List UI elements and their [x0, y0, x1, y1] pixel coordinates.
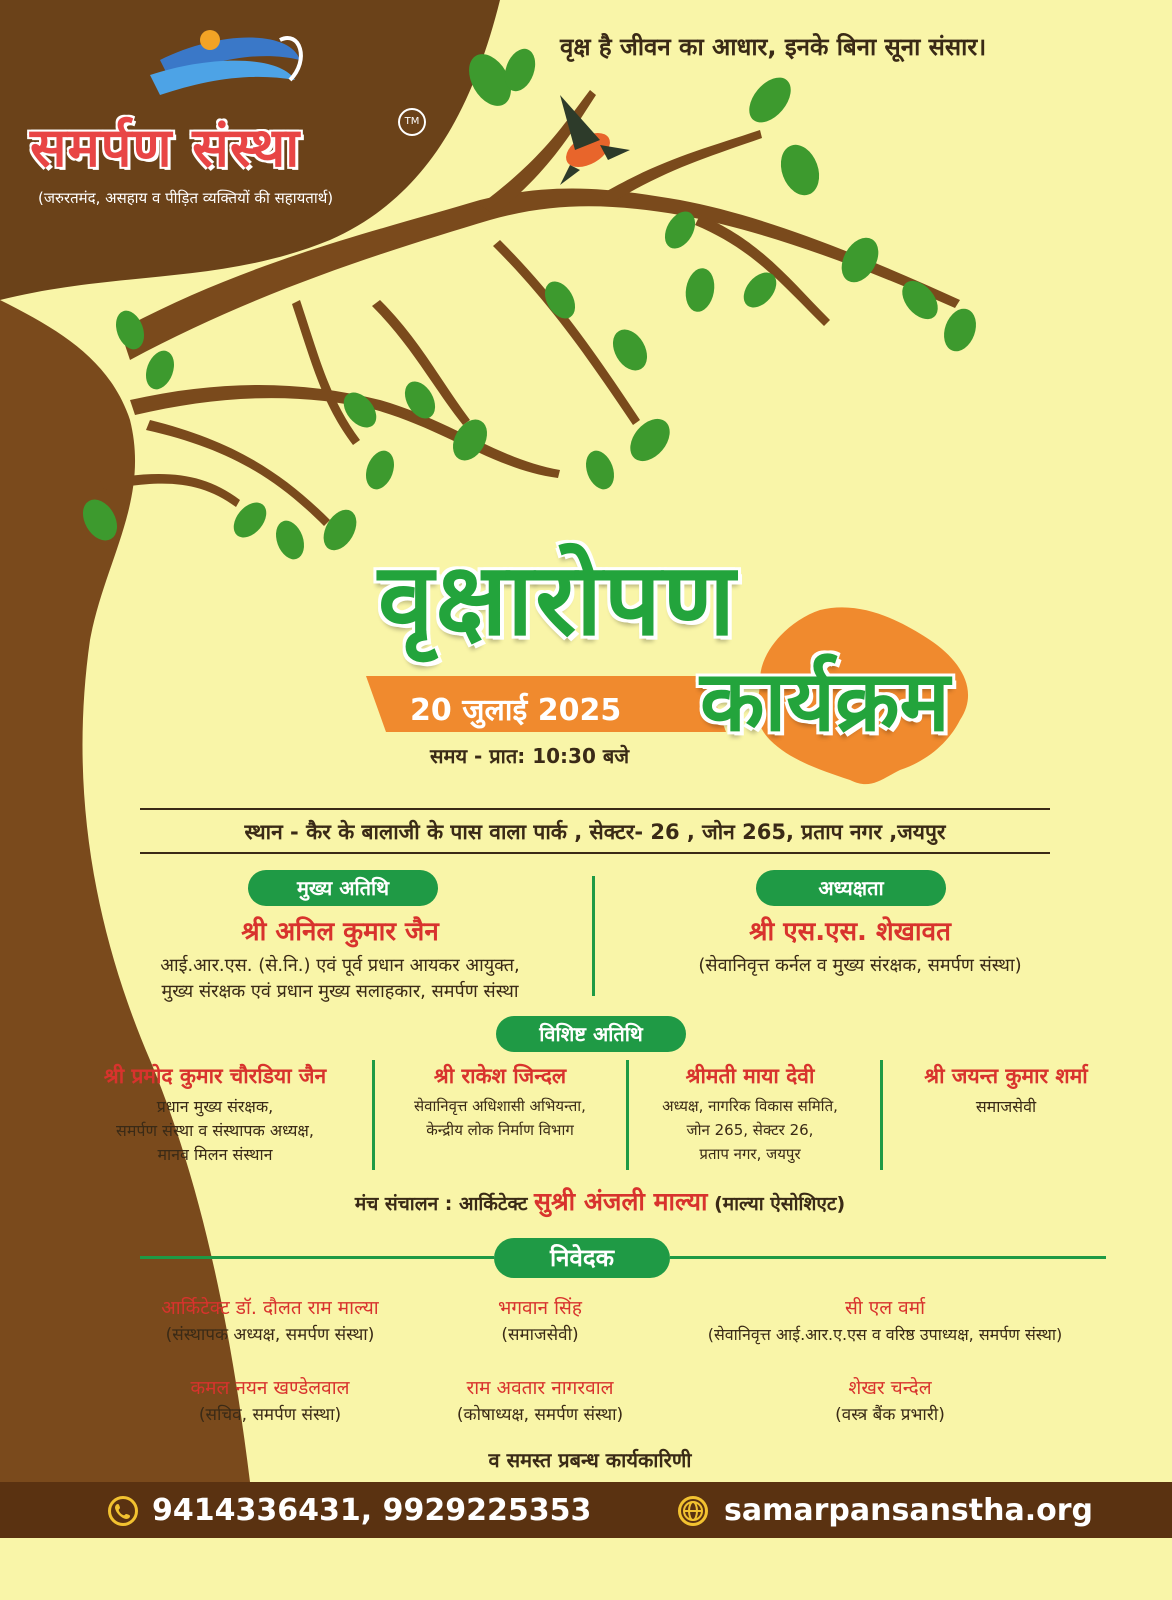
- special-guest-1-desc-1: प्रधान मुख्य संरक्षक,: [156, 1097, 274, 1116]
- special-guest-3-desc-1: अध्यक्ष, नागरिक विकास समिति,: [662, 1097, 838, 1115]
- special-guest-3-desc-3: प्रताप नगर, जयपुर: [699, 1145, 801, 1163]
- special-guest-4-name: श्री जयन्त कुमार शर्मा: [924, 1064, 1088, 1088]
- guest-divider-1: [372, 1060, 375, 1170]
- requesters-closing: व समस्त प्रबन्ध कार्यकारिणी: [488, 1448, 692, 1472]
- requesters-heading: निवेदक: [494, 1238, 670, 1278]
- requester-1-role: (संस्थापक अध्यक्ष, समर्पण संस्था): [165, 1325, 375, 1345]
- footer-website[interactable]: samarpansanstha.org: [724, 1493, 1094, 1528]
- requester-2-name: भगवान सिंह: [498, 1297, 582, 1319]
- anchor-line: [290, 1184, 910, 1218]
- president-name: श्री एस.एस. शेखावत: [749, 917, 951, 947]
- chief-guest-heading: मुख्य अतिथि: [248, 870, 438, 906]
- special-guest-3-desc-2: जोन 265, सेक्टर 26,: [686, 1121, 814, 1139]
- globe-icon: [678, 1496, 708, 1526]
- chief-guest-name: श्री अनिल कुमार जैन: [241, 917, 439, 947]
- requester-2-role: (समाजसेवी): [501, 1325, 579, 1345]
- event-title-line1: वृक्षारोपण: [378, 541, 738, 658]
- requester-5-role: (कोषाध्यक्ष, समर्पण संस्था): [456, 1405, 624, 1425]
- phone-icon: [108, 1496, 138, 1526]
- guest-divider-3: [880, 1060, 883, 1170]
- requester-6-name: शेखर चन्देल: [848, 1377, 932, 1399]
- special-guest-3-name: श्रीमती माया देवी: [685, 1064, 815, 1088]
- chief-divider: [592, 876, 595, 996]
- event-venue: स्थान - कैर के बालाजी के पास वाला पार्क , सेक्टर- 26 , जोन 265, प्रताप नगर ,जयपुर: [244, 820, 946, 844]
- requester-1-name: आर्किटेक्ट डॉ. दौलत राम माल्या: [161, 1297, 379, 1319]
- header-tagline: वृक्ष है जीवन का आधार, इनके बिना सूना संसार।: [560, 33, 987, 61]
- requester-6-role: (वस्त्र बैंक प्रभारी): [835, 1405, 945, 1425]
- footer-phones[interactable]: 9414336431, 9929225353: [152, 1493, 592, 1528]
- requesters-rule-left: [140, 1256, 494, 1259]
- special-guests-heading: विशिष्ट अतिथि: [496, 1016, 686, 1052]
- venue-bottom-rule: [140, 852, 1050, 854]
- guest-divider-2: [626, 1060, 629, 1170]
- special-guest-1-desc-2: समर्पण संस्था व संस्थापक अध्यक्ष,: [116, 1121, 314, 1140]
- requester-4-name: कमल नयन खण्डेलवाल: [190, 1377, 350, 1399]
- president-heading: अध्यक्षता: [756, 870, 946, 906]
- special-guest-4-desc-1: समाजसेवी: [975, 1097, 1037, 1116]
- logo-name: समर्पण संस्था: [30, 116, 301, 179]
- venue-top-rule: [140, 808, 1050, 810]
- special-guest-2-desc-1: सेवानिवृत्त अधिशासी अभियन्ता,: [414, 1097, 586, 1115]
- anchor-prefix: मंच संचालन : आर्किटेक्ट: [354, 1193, 528, 1215]
- anchor-suffix: (माल्या ऐसोशिएट): [714, 1193, 846, 1215]
- event-time: समय - प्रात: 10:30 बजे: [430, 744, 630, 768]
- special-guest-1-name: श्री प्रमोद कुमार चौरडिया जैन: [103, 1064, 327, 1088]
- special-guest-2-desc-2: केन्द्रीय लोक निर्माण विभाग: [426, 1121, 574, 1139]
- anchor-name: सुश्री अंजली माल्या: [534, 1187, 708, 1216]
- requester-3-role: (सेवानिवृत्त आई.आर.ए.एस व वरिष्ठ उपाध्यक्ष, समर्पण संस्था): [707, 1325, 1063, 1344]
- trademark-badge: TM: [398, 108, 426, 136]
- president-desc: (सेवानिवृत्त कर्नल व मुख्य संरक्षक, समर्पण संस्था): [698, 955, 1022, 976]
- requesters-rule-right: [670, 1256, 1106, 1259]
- requester-4-role: (सचिव, समर्पण संस्था): [198, 1405, 342, 1425]
- chief-guest-desc-2: मुख्य संरक्षक एवं प्रधान मुख्य सलाहकार, समर्पण संस्था: [161, 981, 519, 1002]
- event-date: 20 जुलाई 2025: [410, 693, 622, 728]
- chief-guest-desc-1: आई.आर.एस. (से.नि.) एवं पूर्व प्रधान आयकर आयुक्त,: [160, 955, 520, 976]
- requester-5-name: राम अवतार नागरवाल: [466, 1377, 614, 1399]
- special-guest-2-name: श्री राकेश जिन्दल: [433, 1064, 567, 1088]
- bird-illustration: [560, 95, 630, 185]
- requester-3-name: सी एल वर्मा: [844, 1297, 926, 1319]
- logo-tagline: (जरुरतमंद, असहाय व पीड़ित व्यक्तियों की सहायतार्थ): [38, 189, 334, 207]
- special-guest-1-desc-3: मानव मिलन संस्थान: [157, 1145, 273, 1164]
- event-title-line2: कार्यक्रम: [700, 652, 950, 750]
